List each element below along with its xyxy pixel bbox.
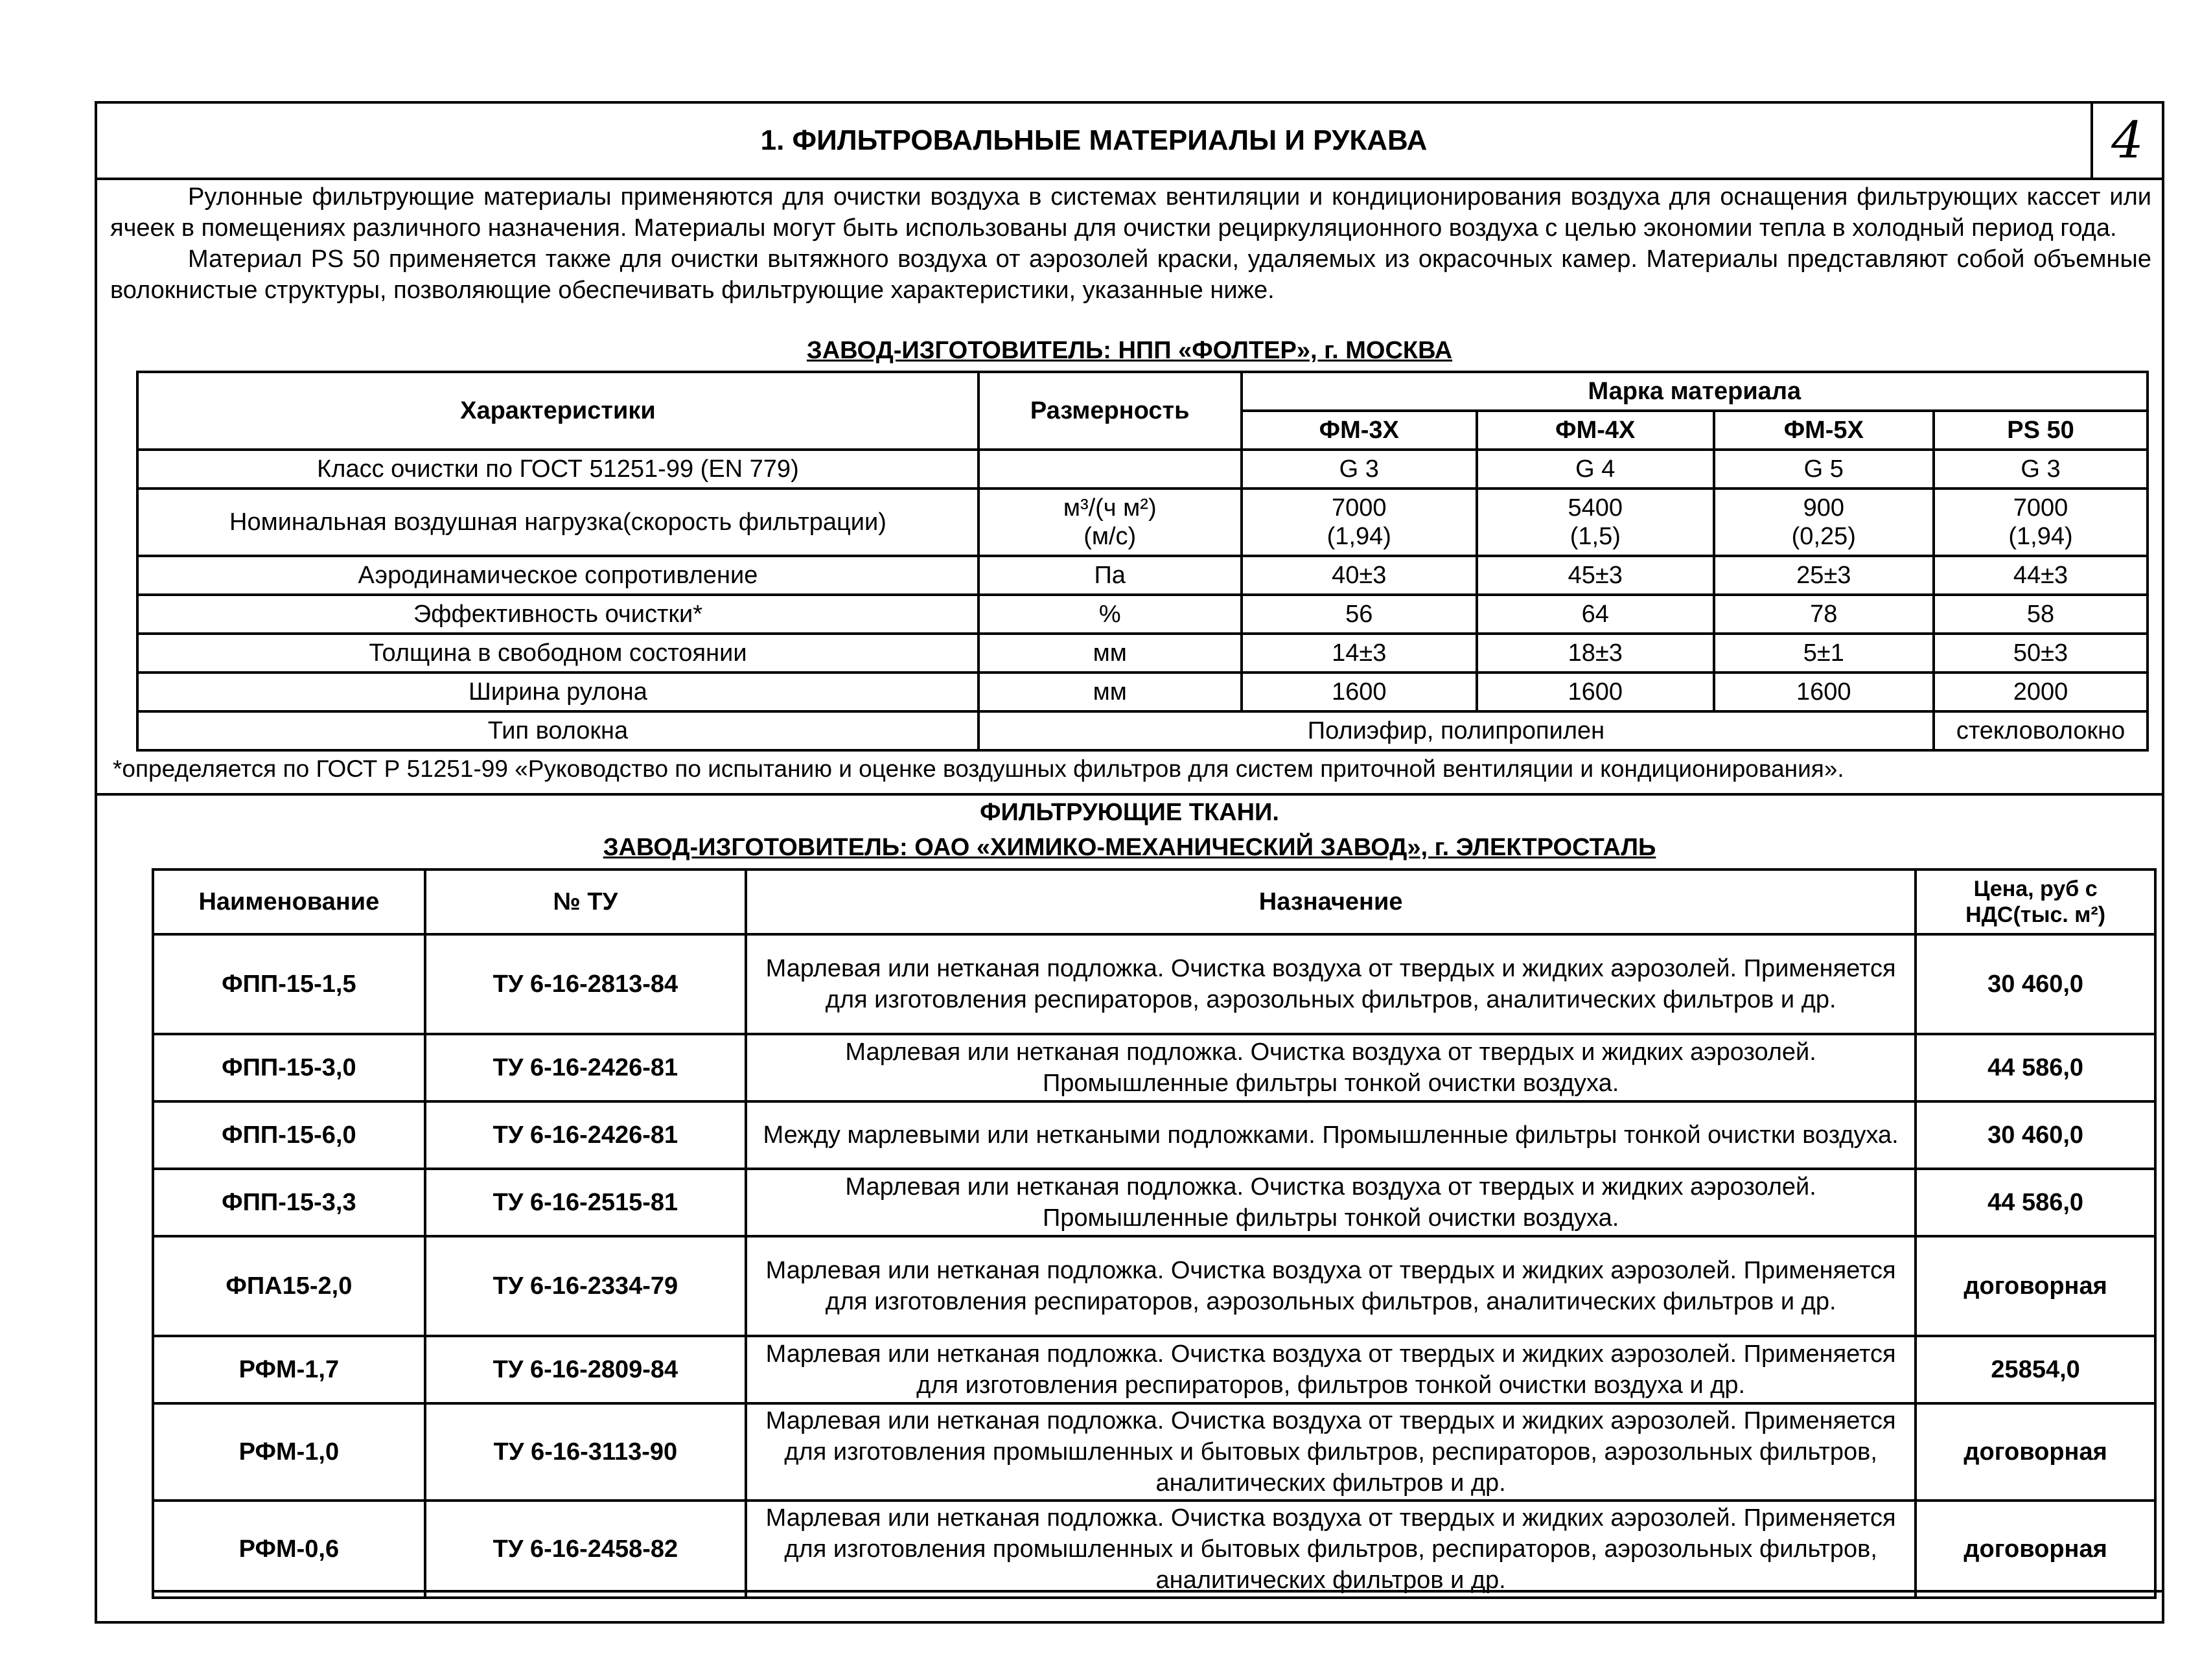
fabric-purpose: Марлевая или нетканая подложка. Очистка воздуха от твердых и жидких аэрозолей. Промышленные фильтры тонкой очистки воздуха. — [746, 1034, 1916, 1101]
fabric-name: РФМ-0,6 — [153, 1501, 425, 1598]
cell-value — [1934, 489, 2148, 556]
fabric-tu: ТУ 6-16-2426-81 — [425, 1034, 746, 1101]
row-unit: мм — [979, 634, 1242, 673]
page-frame — [95, 101, 2164, 1624]
fabric-tu: ТУ 6-16-2813-84 — [425, 934, 746, 1034]
manufacturer-heading-2: ЗАВОД-ИЗГОТОВИТЕЛЬ: ОАО «ХИМИКО-МЕХАНИЧЕСКИЙ ЗАВОД», г. ЭЛЕКТРОСТАЛЬ — [603, 834, 1656, 861]
fabrics-heading: ФИЛЬТРУЮЩИЕ ТКАНИ. — [980, 799, 1279, 826]
fabric-name: РФМ-1,7 — [153, 1336, 425, 1403]
fabric-name: ФПП-15-6,0 — [153, 1101, 425, 1169]
fabric-tu: ТУ 6-16-2334-79 — [425, 1236, 746, 1336]
value-line-1: 900 — [1803, 494, 1844, 522]
intro-paragraph-2: Материал PS 50 применяется также для очистки вытяжного воздуха от аэрозолей краски, удаляемых из окрасочных камер. Материалы представляют собой объемные волокнистые структуры, позволяющие обеспечивать фильтрующие характеристики, указанные ниже. — [110, 246, 2151, 304]
table-row — [153, 1034, 2155, 1101]
cell-value: 1600 — [1714, 673, 1934, 711]
table-row — [137, 673, 2148, 711]
header-brand: ФМ-4Х — [1477, 411, 1713, 450]
cell-value: 64 — [1477, 595, 1713, 634]
cell-value: 50±3 — [1934, 634, 2148, 673]
value-line-2: (0,25) — [1791, 523, 1856, 550]
fabric-tu: ТУ 6-16-2458-82 — [425, 1501, 746, 1598]
header-purpose: Назначение — [746, 869, 1916, 934]
header-name: Наименование — [153, 869, 425, 934]
footnote: *определяется по ГОСТ Р 51251-99 «Руководство по испытанию и оценке воздушных фильтров для систем приточной вентиляции и кондиционирования». — [113, 755, 1844, 782]
fabric-purpose: Марлевая или нетканая подложка. Очистка воздуха от твердых и жидких аэрозолей. Промышленные фильтры тонкой очистки воздуха. — [746, 1169, 1916, 1236]
fabric-price: 25854,0 — [1916, 1336, 2155, 1403]
header-tu: № ТУ — [425, 869, 746, 934]
table-row — [153, 1403, 2155, 1501]
bottom-rule — [152, 1590, 2162, 1593]
table-row — [137, 595, 2148, 634]
cell-value: G 4 — [1477, 450, 1713, 489]
cell-value: G 5 — [1714, 450, 1934, 489]
cell-value: 25±3 — [1714, 556, 1934, 595]
cell-value: 1600 — [1242, 673, 1477, 711]
cell-value: 18±3 — [1477, 634, 1713, 673]
fabric-tu: ТУ 6-16-3113-90 — [425, 1403, 746, 1501]
table-row — [137, 711, 2148, 750]
fabric-price: договорная — [1916, 1501, 2155, 1598]
fabric-purpose: Между марлевыми или неткаными подложками. Промышленные фильтры тонкой очистки воздуха. — [746, 1101, 1916, 1169]
fabric-purpose: Марлевая или нетканая подложка. Очистка воздуха от твердых и жидких аэрозолей. Применяется для изготовления респираторов, аэрозольных фильтров, аналитических фильтров и др. — [746, 934, 1916, 1034]
row-label: Эффективность очистки* — [137, 595, 979, 634]
fabric-price: 30 460,0 — [1916, 1101, 2155, 1169]
cell-value: 2000 — [1934, 673, 2148, 711]
table-row — [153, 1336, 2155, 1403]
cell-value: 78 — [1714, 595, 1934, 634]
fabric-price: договорная — [1916, 1236, 2155, 1336]
header-brand-group: Марка материала — [1242, 372, 2148, 411]
page-number: 4 — [2091, 104, 2162, 178]
table-row — [153, 934, 2155, 1034]
cell-value: 45±3 — [1477, 556, 1713, 595]
fabrics-table — [152, 868, 2157, 1599]
value-line-2: (1,94) — [1326, 523, 1391, 550]
table-row — [137, 634, 2148, 673]
row-unit: Па — [979, 556, 1242, 595]
fabric-name: ФПА15-2,0 — [153, 1236, 425, 1336]
header-price — [1916, 869, 2155, 934]
table-row — [153, 1501, 2155, 1598]
fabric-tu: ТУ 6-16-2515-81 — [425, 1169, 746, 1236]
section-divider — [97, 793, 2162, 796]
page-title: 1. ФИЛЬТРОВАЛЬНЫЕ МАТЕРИАЛЫ И РУКАВА — [760, 124, 1428, 156]
table-row — [137, 556, 2148, 595]
cell-value: 56 — [1242, 595, 1477, 634]
cell-value: G 3 — [1934, 450, 2148, 489]
fabric-name: РФМ-1,0 — [153, 1403, 425, 1501]
row-label: Ширина рулона — [137, 673, 979, 711]
header-brand: ФМ-3Х — [1242, 411, 1477, 450]
fiber-type-ps50: стекловолокно — [1934, 711, 2148, 750]
cell-value: 1600 — [1477, 673, 1713, 711]
table-row — [153, 1236, 2155, 1336]
fabric-name: ФПП-15-3,0 — [153, 1034, 425, 1101]
fabric-purpose: Марлевая или нетканая подложка. Очистка воздуха от твердых и жидких аэрозолей. Применяется для изготовления респираторов, фильтров тонкой очистки воздуха и др. — [746, 1336, 1916, 1403]
title-row — [97, 104, 2162, 180]
fabric-price: 44 586,0 — [1916, 1169, 2155, 1236]
fabric-tu: ТУ 6-16-2809-84 — [425, 1336, 746, 1403]
intro-paragraph-1: Рулонные фильтрующие материалы применяются для очистки воздуха в системах вентиляции и кондиционирования воздуха для оснащения фильтрующих кассет или ячеек в помещениях различного назначения. Материалы могут быть использованы для очистки рециркуляционного воздуха с целью экономии тепла в холодный период года. — [110, 183, 2151, 242]
cell-value: 5±1 — [1714, 634, 1934, 673]
fabric-name: ФПП-15-1,5 — [153, 934, 425, 1034]
header-brand: ФМ-5Х — [1714, 411, 1934, 450]
manufacturer-heading-1: ЗАВОД-ИЗГОТОВИТЕЛЬ: НПП «ФОЛТЕР», г. МОСКВА — [806, 337, 1453, 364]
fabric-price: договорная — [1916, 1403, 2155, 1501]
row-label: Класс очистки по ГОСТ 51251-99 (EN 779) — [137, 450, 979, 489]
value-line-2: (1,94) — [2008, 523, 2073, 550]
unit-line-1: м³/(ч м²) — [1063, 494, 1157, 522]
row-unit — [979, 489, 1242, 556]
cell-value: 58 — [1934, 595, 2148, 634]
cell-value: 14±3 — [1242, 634, 1477, 673]
value-line-1: 7000 — [1332, 494, 1387, 522]
table-row — [137, 450, 2148, 489]
header-price-line-2: НДС(тыс. м²) — [1965, 903, 2106, 927]
table-row — [137, 489, 2148, 556]
row-unit: мм — [979, 673, 1242, 711]
value-line-1: 5400 — [1568, 494, 1623, 522]
row-label: Номинальная воздушная нагрузка(скорость фильтрации) — [137, 489, 979, 556]
fabric-price: 44 586,0 — [1916, 1034, 2155, 1101]
table-row — [153, 1101, 2155, 1169]
cell-value — [1242, 489, 1477, 556]
fabric-tu: ТУ 6-16-2426-81 — [425, 1101, 746, 1169]
row-label: Тип волокна — [137, 711, 979, 750]
row-label: Аэродинамическое сопротивление — [137, 556, 979, 595]
materials-table — [136, 371, 2149, 752]
fabric-purpose: Марлевая или нетканая подложка. Очистка воздуха от твердых и жидких аэрозолей. Применяется для изготовления промышленных и бытовых фильтров, респираторов, аэрозольных фильтров, аналитических фильтров и др. — [746, 1403, 1916, 1501]
cell-value: 44±3 — [1934, 556, 2148, 595]
cell-value — [1714, 489, 1934, 556]
row-unit: % — [979, 595, 1242, 634]
row-unit — [979, 450, 1242, 489]
header-price-line-1: Цена, руб с — [1973, 877, 2098, 901]
fiber-type-main: Полиэфир, полипропилен — [979, 711, 1934, 750]
value-line-1: 7000 — [2013, 494, 2068, 522]
fabric-price: 30 460,0 — [1916, 934, 2155, 1034]
header-characteristics: Характеристики — [137, 372, 979, 450]
fabric-purpose: Марлевая или нетканая подложка. Очистка воздуха от твердых и жидких аэрозолей. Применяется для изготовления респираторов, аэрозольных фильтров, аналитических фильтров и др. — [746, 1236, 1916, 1336]
fabric-purpose: Марлевая или нетканая подложка. Очистка воздуха от твердых и жидких аэрозолей. Применяется для изготовления промышленных и бытовых фильтров, респираторов, аэрозольных фильтров, аналитических фильтров и др. — [746, 1501, 1916, 1598]
fabric-name: ФПП-15-3,3 — [153, 1169, 425, 1236]
header-unit: Размерность — [979, 372, 1242, 450]
header-brand: PS 50 — [1934, 411, 2148, 450]
cell-value: G 3 — [1242, 450, 1477, 489]
value-line-2: (1,5) — [1569, 523, 1621, 550]
cell-value: 40±3 — [1242, 556, 1477, 595]
intro-text — [110, 181, 2151, 306]
table-row — [153, 1169, 2155, 1236]
unit-line-2: (м/с) — [1083, 523, 1137, 550]
cell-value — [1477, 489, 1713, 556]
row-label: Толщина в свободном состоянии — [137, 634, 979, 673]
